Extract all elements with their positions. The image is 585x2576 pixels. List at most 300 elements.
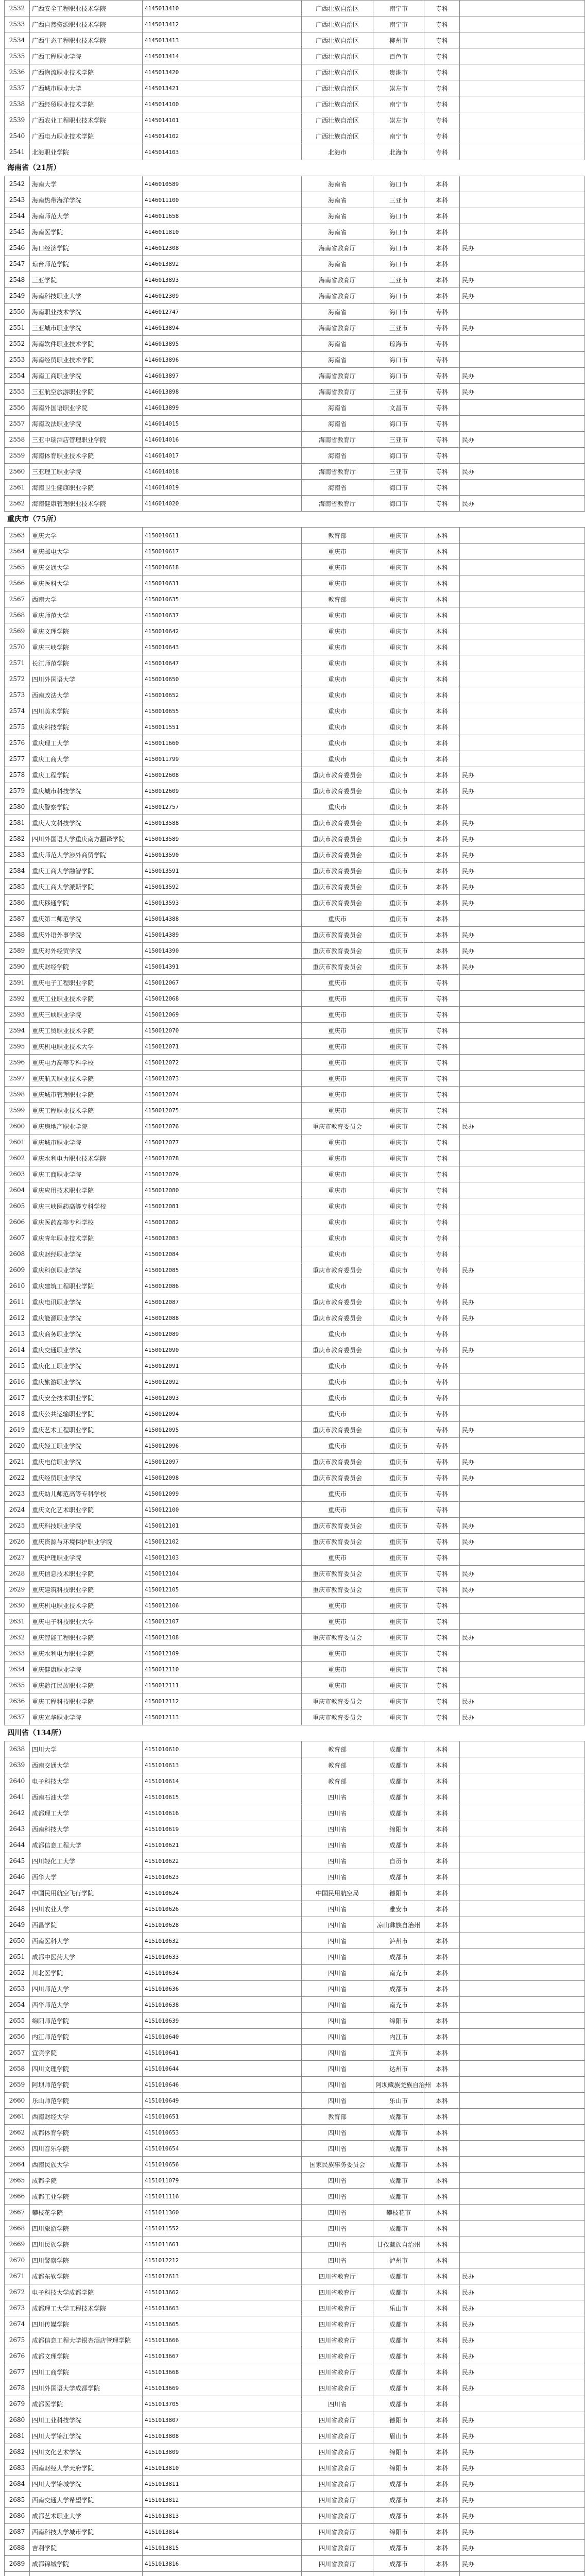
cell-department: 教育部 xyxy=(302,528,373,544)
cell-school-name: 重庆工商大学派斯学院 xyxy=(30,879,143,895)
table-row xyxy=(5,911,585,927)
cell-level: 本科 xyxy=(424,2492,460,2508)
table-row xyxy=(5,112,585,128)
cell-index: 2575 xyxy=(5,719,30,735)
cell-school-code: 4150012609 xyxy=(143,783,302,799)
table-row xyxy=(5,1071,585,1087)
cell-school-name: 广西安全工程职业技术学院 xyxy=(30,1,143,16)
cell-note xyxy=(460,192,585,208)
cell-department: 重庆市教育委员会 xyxy=(302,1534,373,1550)
cell-note xyxy=(460,1917,585,1933)
cell-location: 重庆市 xyxy=(373,1502,424,1518)
cell-note xyxy=(460,1438,585,1454)
cell-level: 专科 xyxy=(424,1646,460,1662)
table-row xyxy=(5,64,585,80)
cell-location: 重庆市 xyxy=(373,991,424,1007)
table-row xyxy=(5,2524,585,2540)
cell-school-name: 重庆机电职业技术大学 xyxy=(30,1039,143,1055)
table-row xyxy=(5,2332,585,2348)
cell-index: 2545 xyxy=(5,224,30,240)
cell-department: 四川省 xyxy=(302,2061,373,2077)
cell-school-name: 重庆工业职业技术学院 xyxy=(30,991,143,1007)
cell-school-name: 成都体育学院 xyxy=(30,2125,143,2141)
cell-school-name: 海南工商职业学院 xyxy=(30,368,143,384)
cell-level: 专科 xyxy=(424,1326,460,1342)
cell-school-code: 4151010623 xyxy=(143,1869,302,1885)
cell-department: 重庆市 xyxy=(302,735,373,751)
cell-school-name: 中国民用航空飞行学院 xyxy=(30,1885,143,1901)
cell-school-code: 4151010626 xyxy=(143,1901,302,1917)
table-row xyxy=(5,528,585,544)
cell-school-name: 北海职业学院 xyxy=(30,144,143,160)
table-row xyxy=(5,2125,585,2141)
cell-note xyxy=(460,1134,585,1150)
cell-index: 2618 xyxy=(5,1406,30,1422)
cell-location: 百色市 xyxy=(373,48,424,64)
cell-note xyxy=(460,639,585,655)
cell-level: 本科 xyxy=(424,1821,460,1837)
cell-school-code: 4150012072 xyxy=(143,1055,302,1071)
cell-department: 重庆市 xyxy=(302,1087,373,1103)
cell-school-code: 4145013410 xyxy=(143,1,302,16)
cell-location: 重庆市 xyxy=(373,1662,424,1677)
cell-school-code: 4150012111 xyxy=(143,1677,302,1693)
cell-note xyxy=(460,1166,585,1182)
cell-note: 民办 xyxy=(460,1262,585,1278)
table-row xyxy=(5,607,585,623)
cell-school-name: 川北医学院 xyxy=(30,1965,143,1981)
cell-school-code: 4146011810 xyxy=(143,224,302,240)
cell-department: 四川省 xyxy=(302,1965,373,1981)
cell-school-name: 重庆工程学院 xyxy=(30,767,143,783)
cell-school-name: 西南医科大学 xyxy=(30,1933,143,1949)
cell-school-code: 4150011799 xyxy=(143,751,302,767)
cell-note xyxy=(460,1486,585,1502)
cell-school-name: 重庆轻工职业学院 xyxy=(30,1438,143,1454)
cell-level: 本科 xyxy=(424,560,460,575)
cell-school-code: 4150013588 xyxy=(143,815,302,831)
cell-index: 2576 xyxy=(5,735,30,751)
cell-school-code: 4151013667 xyxy=(143,2348,302,2364)
cell-note: 民办 xyxy=(460,2316,585,2332)
cell-school-code: 4151010610 xyxy=(143,1741,302,1757)
cell-note xyxy=(460,1789,585,1805)
table-row xyxy=(5,1406,585,1422)
cell-location: 成都市 xyxy=(373,2540,424,2556)
cell-location: 重庆市 xyxy=(373,1087,424,1103)
cell-index: 2652 xyxy=(5,1965,30,1981)
table-row xyxy=(5,863,585,879)
cell-note xyxy=(460,1885,585,1901)
cell-note: 民办 xyxy=(460,1454,585,1470)
cell-school-code: 4145013412 xyxy=(143,16,302,32)
cell-level: 本科 xyxy=(424,2173,460,2189)
cell-school-code: 4151010628 xyxy=(143,1917,302,1933)
cell-level: 本科 xyxy=(424,591,460,607)
cell-index: 2532 xyxy=(5,1,30,16)
cell-level: 本科 xyxy=(424,2300,460,2316)
cell-department: 海南省 xyxy=(302,400,373,416)
cell-note xyxy=(460,1198,585,1214)
cell-location: 成都市 xyxy=(373,2189,424,2205)
table-row xyxy=(5,1885,585,1901)
cell-school-code: 4150010643 xyxy=(143,639,302,655)
cell-level: 专科 xyxy=(424,1294,460,1310)
cell-level: 专科 xyxy=(424,1150,460,1166)
cell-school-name: 重庆电信职业学院 xyxy=(30,1454,143,1470)
cell-index: 2601 xyxy=(5,1134,30,1150)
cell-department: 四川省教育厅 xyxy=(302,2380,373,2396)
cell-department: 四川省教育厅 xyxy=(302,2412,373,2428)
cell-level: 本科 xyxy=(424,2157,460,2173)
cell-school-code: 4151013811 xyxy=(143,2476,302,2492)
cell-location: 成都市 xyxy=(373,2556,424,2572)
table-row xyxy=(5,352,585,368)
cell-school-name: 四川外国语大学成都学院 xyxy=(30,2380,143,2396)
cell-note xyxy=(460,1853,585,1869)
cell-level: 本科 xyxy=(424,895,460,911)
cell-school-code: 4150012108 xyxy=(143,1630,302,1646)
table-row xyxy=(5,1662,585,1677)
cell-index: 2626 xyxy=(5,1534,30,1550)
cell-school-name: 重庆城市科技学院 xyxy=(30,783,143,799)
cell-index: 2645 xyxy=(5,1853,30,1869)
cell-school-name: 海南卫生健康职业学院 xyxy=(30,480,143,496)
cell-school-name: 重庆旅游职业学院 xyxy=(30,1374,143,1390)
cell-department: 四川省 xyxy=(302,1901,373,1917)
cell-location: 三亚市 xyxy=(373,464,424,480)
cell-index: 2537 xyxy=(5,80,30,96)
cell-index: 2625 xyxy=(5,1518,30,1534)
cell-note: 民办 xyxy=(460,1693,585,1709)
cell-location: 海口市 xyxy=(373,368,424,384)
cell-location: 眉山市 xyxy=(373,2428,424,2444)
table-row xyxy=(5,1566,585,1582)
cell-index: 2555 xyxy=(5,384,30,400)
cell-note: 民办 xyxy=(460,1709,585,1725)
cell-school-code: 4145014100 xyxy=(143,96,302,112)
cell-location: 南宁市 xyxy=(373,1,424,16)
table-row xyxy=(5,32,585,48)
cell-index xyxy=(5,2572,30,2576)
cell-school-name: 西南大学 xyxy=(30,591,143,607)
table-row xyxy=(5,256,585,272)
cell-department: 四川省 xyxy=(302,2396,373,2412)
cell-department: 海南省 xyxy=(302,480,373,496)
cell-school-code: 4150014391 xyxy=(143,959,302,975)
table-row xyxy=(5,128,585,144)
cell-school-name: 重庆信息技术职业学院 xyxy=(30,1566,143,1582)
cell-department: 重庆市 xyxy=(302,911,373,927)
cell-index: 2599 xyxy=(5,1103,30,1118)
cell-level: 专科 xyxy=(424,1278,460,1294)
cell-school-name: 重庆工商大学 xyxy=(30,751,143,767)
table-row xyxy=(5,496,585,512)
cell-department: 教育部 xyxy=(302,1757,373,1773)
table-row xyxy=(5,1039,585,1055)
cell-level: 本科 xyxy=(424,2093,460,2109)
cell-location: 文昌市 xyxy=(373,400,424,416)
cell-school-code: 4151013815 xyxy=(143,2540,302,2556)
cell-school-name: 重庆电力高等专科学校 xyxy=(30,1055,143,1071)
cell-department: 重庆市教育委员会 xyxy=(302,895,373,911)
cell-school-name: 重庆人文科技学院 xyxy=(30,815,143,831)
table-row xyxy=(5,687,585,703)
cell-index: 2656 xyxy=(5,2029,30,2045)
cell-level: 专科 xyxy=(424,1677,460,1693)
table-row xyxy=(5,1965,585,1981)
table-row xyxy=(5,96,585,112)
cell-school-code: 4151010633 xyxy=(143,1949,302,1965)
cell-location: 重庆市 xyxy=(373,1550,424,1566)
cell-note xyxy=(460,96,585,112)
cell-note: 民办 xyxy=(460,368,585,384)
cell-level: 专科 xyxy=(424,1023,460,1039)
cell-school-name: 重庆对外经贸学院 xyxy=(30,943,143,959)
cell-school-code: 4150012089 xyxy=(143,1326,302,1342)
table-row xyxy=(5,831,585,847)
cell-index: 2689 xyxy=(5,2556,30,2572)
cell-department: 重庆市教育委员会 xyxy=(302,1693,373,1709)
cell-school-code: 4150010611 xyxy=(143,528,302,544)
cell-location: 攀枝花市 xyxy=(373,2205,424,2221)
cell-department: 四川省教育厅 xyxy=(302,2444,373,2460)
cell-level: 本科 xyxy=(424,703,460,719)
cell-index: 2598 xyxy=(5,1087,30,1103)
cell-school-code: 4146013898 xyxy=(143,384,302,400)
cell-department: 重庆市 xyxy=(302,575,373,591)
cell-school-code: 4150012105 xyxy=(143,1582,302,1598)
table-row xyxy=(5,48,585,64)
table-row xyxy=(5,2444,585,2460)
cell-department: 教育部 xyxy=(302,1741,373,1757)
cell-index: 2647 xyxy=(5,1885,30,1901)
table-row xyxy=(5,1294,585,1310)
cell-school-name: 重庆智能工程职业学院 xyxy=(30,1630,143,1646)
cell-school-name: 宜宾学院 xyxy=(30,2045,143,2061)
table-row xyxy=(5,799,585,815)
cell-school-code: 4150012113 xyxy=(143,1709,302,1725)
cell-index: 2629 xyxy=(5,1582,30,1598)
cell-level: 专科 xyxy=(424,352,460,368)
cell-index: 2636 xyxy=(5,1693,30,1709)
table-row xyxy=(5,591,585,607)
cell-level: 本科 xyxy=(424,719,460,735)
table-row xyxy=(5,1821,585,1837)
cell-department: 四川省 xyxy=(302,2173,373,2189)
cell-note: 民办 xyxy=(460,1310,585,1326)
table-row xyxy=(5,2029,585,2045)
cell-school-name: 西南交通大学 xyxy=(30,1757,143,1773)
table-row xyxy=(5,1757,585,1773)
table-row xyxy=(5,1502,585,1518)
cell-index: 2657 xyxy=(5,2045,30,2061)
cell-department: 重庆市教育委员会 xyxy=(302,1518,373,1534)
cell-location: 乐山市 xyxy=(373,2093,424,2109)
cell-location: 成都市 xyxy=(373,1741,424,1757)
cell-location: 重庆市 xyxy=(373,575,424,591)
cell-level: 专科 xyxy=(424,1534,460,1550)
cell-index: 2654 xyxy=(5,1997,30,2013)
cell-department: 重庆市 xyxy=(302,1374,373,1390)
cell-index: 2688 xyxy=(5,2540,30,2556)
cell-index: 2667 xyxy=(5,2205,30,2221)
cell-note xyxy=(460,1550,585,1566)
cell-index: 2633 xyxy=(5,1646,30,1662)
cell-department: 四川省 xyxy=(302,1933,373,1949)
cell-school-code: 4150010631 xyxy=(143,575,302,591)
cell-school-code: 4150011660 xyxy=(143,735,302,751)
cell-note: 民办 xyxy=(460,496,585,512)
cell-location: 贵港市 xyxy=(373,64,424,80)
cell-note xyxy=(460,655,585,671)
table-row xyxy=(5,2109,585,2125)
table-row xyxy=(5,671,585,687)
cell-index: 2586 xyxy=(5,895,30,911)
cell-school-code: 4150012080 xyxy=(143,1182,302,1198)
cell-department: 海南省教育厅 xyxy=(302,240,373,256)
cell-department: 四川省 xyxy=(302,1837,373,1853)
cell-location: 成都市 xyxy=(373,2316,424,2332)
table-row xyxy=(5,560,585,575)
cell-index: 2644 xyxy=(5,1837,30,1853)
cell-level: 本科 xyxy=(424,1757,460,1773)
cell-school-name: 四川民族学院 xyxy=(30,2236,143,2252)
cell-level: 专科 xyxy=(424,400,460,416)
cell-index: 2557 xyxy=(5,416,30,432)
table-row xyxy=(5,1901,585,1917)
cell-department: 四川省 xyxy=(302,2205,373,2221)
table-row xyxy=(5,815,585,831)
cell-index: 2541 xyxy=(5,144,30,160)
table-row xyxy=(5,432,585,448)
cell-school-code: 4151013813 xyxy=(143,2508,302,2524)
cell-department: 重庆市 xyxy=(302,1134,373,1150)
cell-level: 专科 xyxy=(424,144,460,160)
cell-location: 重庆市 xyxy=(373,1150,424,1166)
cell-level: 专科 xyxy=(424,464,460,480)
cell-school-code: 4151012613 xyxy=(143,2268,302,2284)
cell-index: 2676 xyxy=(5,2348,30,2364)
cell-school-name: 成都东软学院 xyxy=(30,2268,143,2284)
cell-index: 2646 xyxy=(5,1869,30,1885)
cell-note xyxy=(460,1406,585,1422)
cell-school-code: 4150012081 xyxy=(143,1198,302,1214)
cell-department: 重庆市 xyxy=(302,1550,373,1566)
cell-level: 本科 xyxy=(424,1965,460,1981)
cell-index: 2628 xyxy=(5,1566,30,1582)
cell-department: 重庆市 xyxy=(302,1166,373,1182)
cell-school-code: 4150013591 xyxy=(143,863,302,879)
cell-department: 教育部 xyxy=(302,1773,373,1789)
cell-level: 本科 xyxy=(424,879,460,895)
table-row xyxy=(5,2252,585,2268)
cell-note: 民办 xyxy=(460,2380,585,2396)
cell-department: 海南省 xyxy=(302,448,373,464)
cell-school-name: 重庆应用技术职业学院 xyxy=(30,1182,143,1198)
cell-school-code: 4146011100 xyxy=(143,192,302,208)
cell-note xyxy=(460,1103,585,1118)
cell-school-name: 四川轻化工大学 xyxy=(30,1853,143,1869)
cell-school-code: 4146013893 xyxy=(143,272,302,288)
cell-index: 2617 xyxy=(5,1390,30,1406)
cell-school-name: 重庆青年职业技术学院 xyxy=(30,1230,143,1246)
cell-school-name: 重庆科创职业学院 xyxy=(30,1262,143,1278)
cell-level: 本科 xyxy=(424,911,460,927)
cell-level: 专科 xyxy=(424,432,460,448)
cell-level: 专科 xyxy=(424,1486,460,1502)
cell-index: 2543 xyxy=(5,192,30,208)
cell-school-name: 重庆能源职业学院 xyxy=(30,1310,143,1326)
table-row xyxy=(5,480,585,496)
cell-school-code: 4145014103 xyxy=(143,144,302,160)
table-row xyxy=(5,2061,585,2077)
cell-index: 2569 xyxy=(5,623,30,639)
cell-department: 四川省 xyxy=(302,1869,373,1885)
cell-location: 重庆市 xyxy=(373,671,424,687)
cell-note: 民办 xyxy=(460,2348,585,2364)
cell-school-name: 重庆电讯职业学院 xyxy=(30,1294,143,1310)
cell-location: 成都市 xyxy=(373,2268,424,2284)
cell-level: 专科 xyxy=(424,1582,460,1598)
cell-note xyxy=(460,2093,585,2109)
cell-index: 2594 xyxy=(5,1023,30,1039)
cell-department: 海南省教育厅 xyxy=(302,320,373,336)
cell-school-code: 4145014101 xyxy=(143,112,302,128)
cell-location: 海口市 xyxy=(373,288,424,304)
cell-index: 2550 xyxy=(5,304,30,320)
cell-school-code: 4150012073 xyxy=(143,1071,302,1087)
cell-level: 本科 xyxy=(424,751,460,767)
cell-level: 本科 xyxy=(424,2061,460,2077)
cell-school-name: 海口经济学院 xyxy=(30,240,143,256)
cell-index: 2671 xyxy=(5,2268,30,2284)
cell-index: 2562 xyxy=(5,496,30,512)
cell-school-name: 西南民族大学 xyxy=(30,2157,143,2173)
cell-index: 2566 xyxy=(5,575,30,591)
cell-department: 重庆市 xyxy=(302,1406,373,1422)
cell-school-name: 四川美术学院 xyxy=(30,703,143,719)
cell-school-code: 4150012757 xyxy=(143,799,302,815)
cell-school-name: 重庆第二师范学院 xyxy=(30,911,143,927)
cell-department: 重庆市 xyxy=(302,1039,373,1055)
cell-note xyxy=(460,1598,585,1614)
cell-note: 民办 xyxy=(460,863,585,879)
cell-note xyxy=(460,1965,585,1981)
cell-note xyxy=(460,544,585,560)
cell-school-code: 4151010619 xyxy=(143,1821,302,1837)
cell-level: 本科 xyxy=(424,671,460,687)
cell-index: 2582 xyxy=(5,831,30,847)
cell-school-name: 电子科技大学 xyxy=(30,1773,143,1789)
cell-index: 2563 xyxy=(5,528,30,544)
table-row xyxy=(5,767,585,783)
cell-level: 本科 xyxy=(424,847,460,863)
cell-department: 重庆市 xyxy=(302,1071,373,1087)
cell-note: 民办 xyxy=(460,1342,585,1358)
table-row xyxy=(5,719,585,735)
cell-school-name: 重庆三峡医药高等专科学校 xyxy=(30,1198,143,1214)
cell-department: 海南省教育厅 xyxy=(302,464,373,480)
table-row xyxy=(5,639,585,655)
cell-school-code: 4151010615 xyxy=(143,1789,302,1805)
cell-index: 2620 xyxy=(5,1438,30,1454)
cell-location: 重庆市 xyxy=(373,687,424,703)
cell-note xyxy=(460,1246,585,1262)
cell-school-code: 4150012084 xyxy=(143,1246,302,1262)
cell-index: 2538 xyxy=(5,96,30,112)
cell-level: 本科 xyxy=(424,2332,460,2348)
